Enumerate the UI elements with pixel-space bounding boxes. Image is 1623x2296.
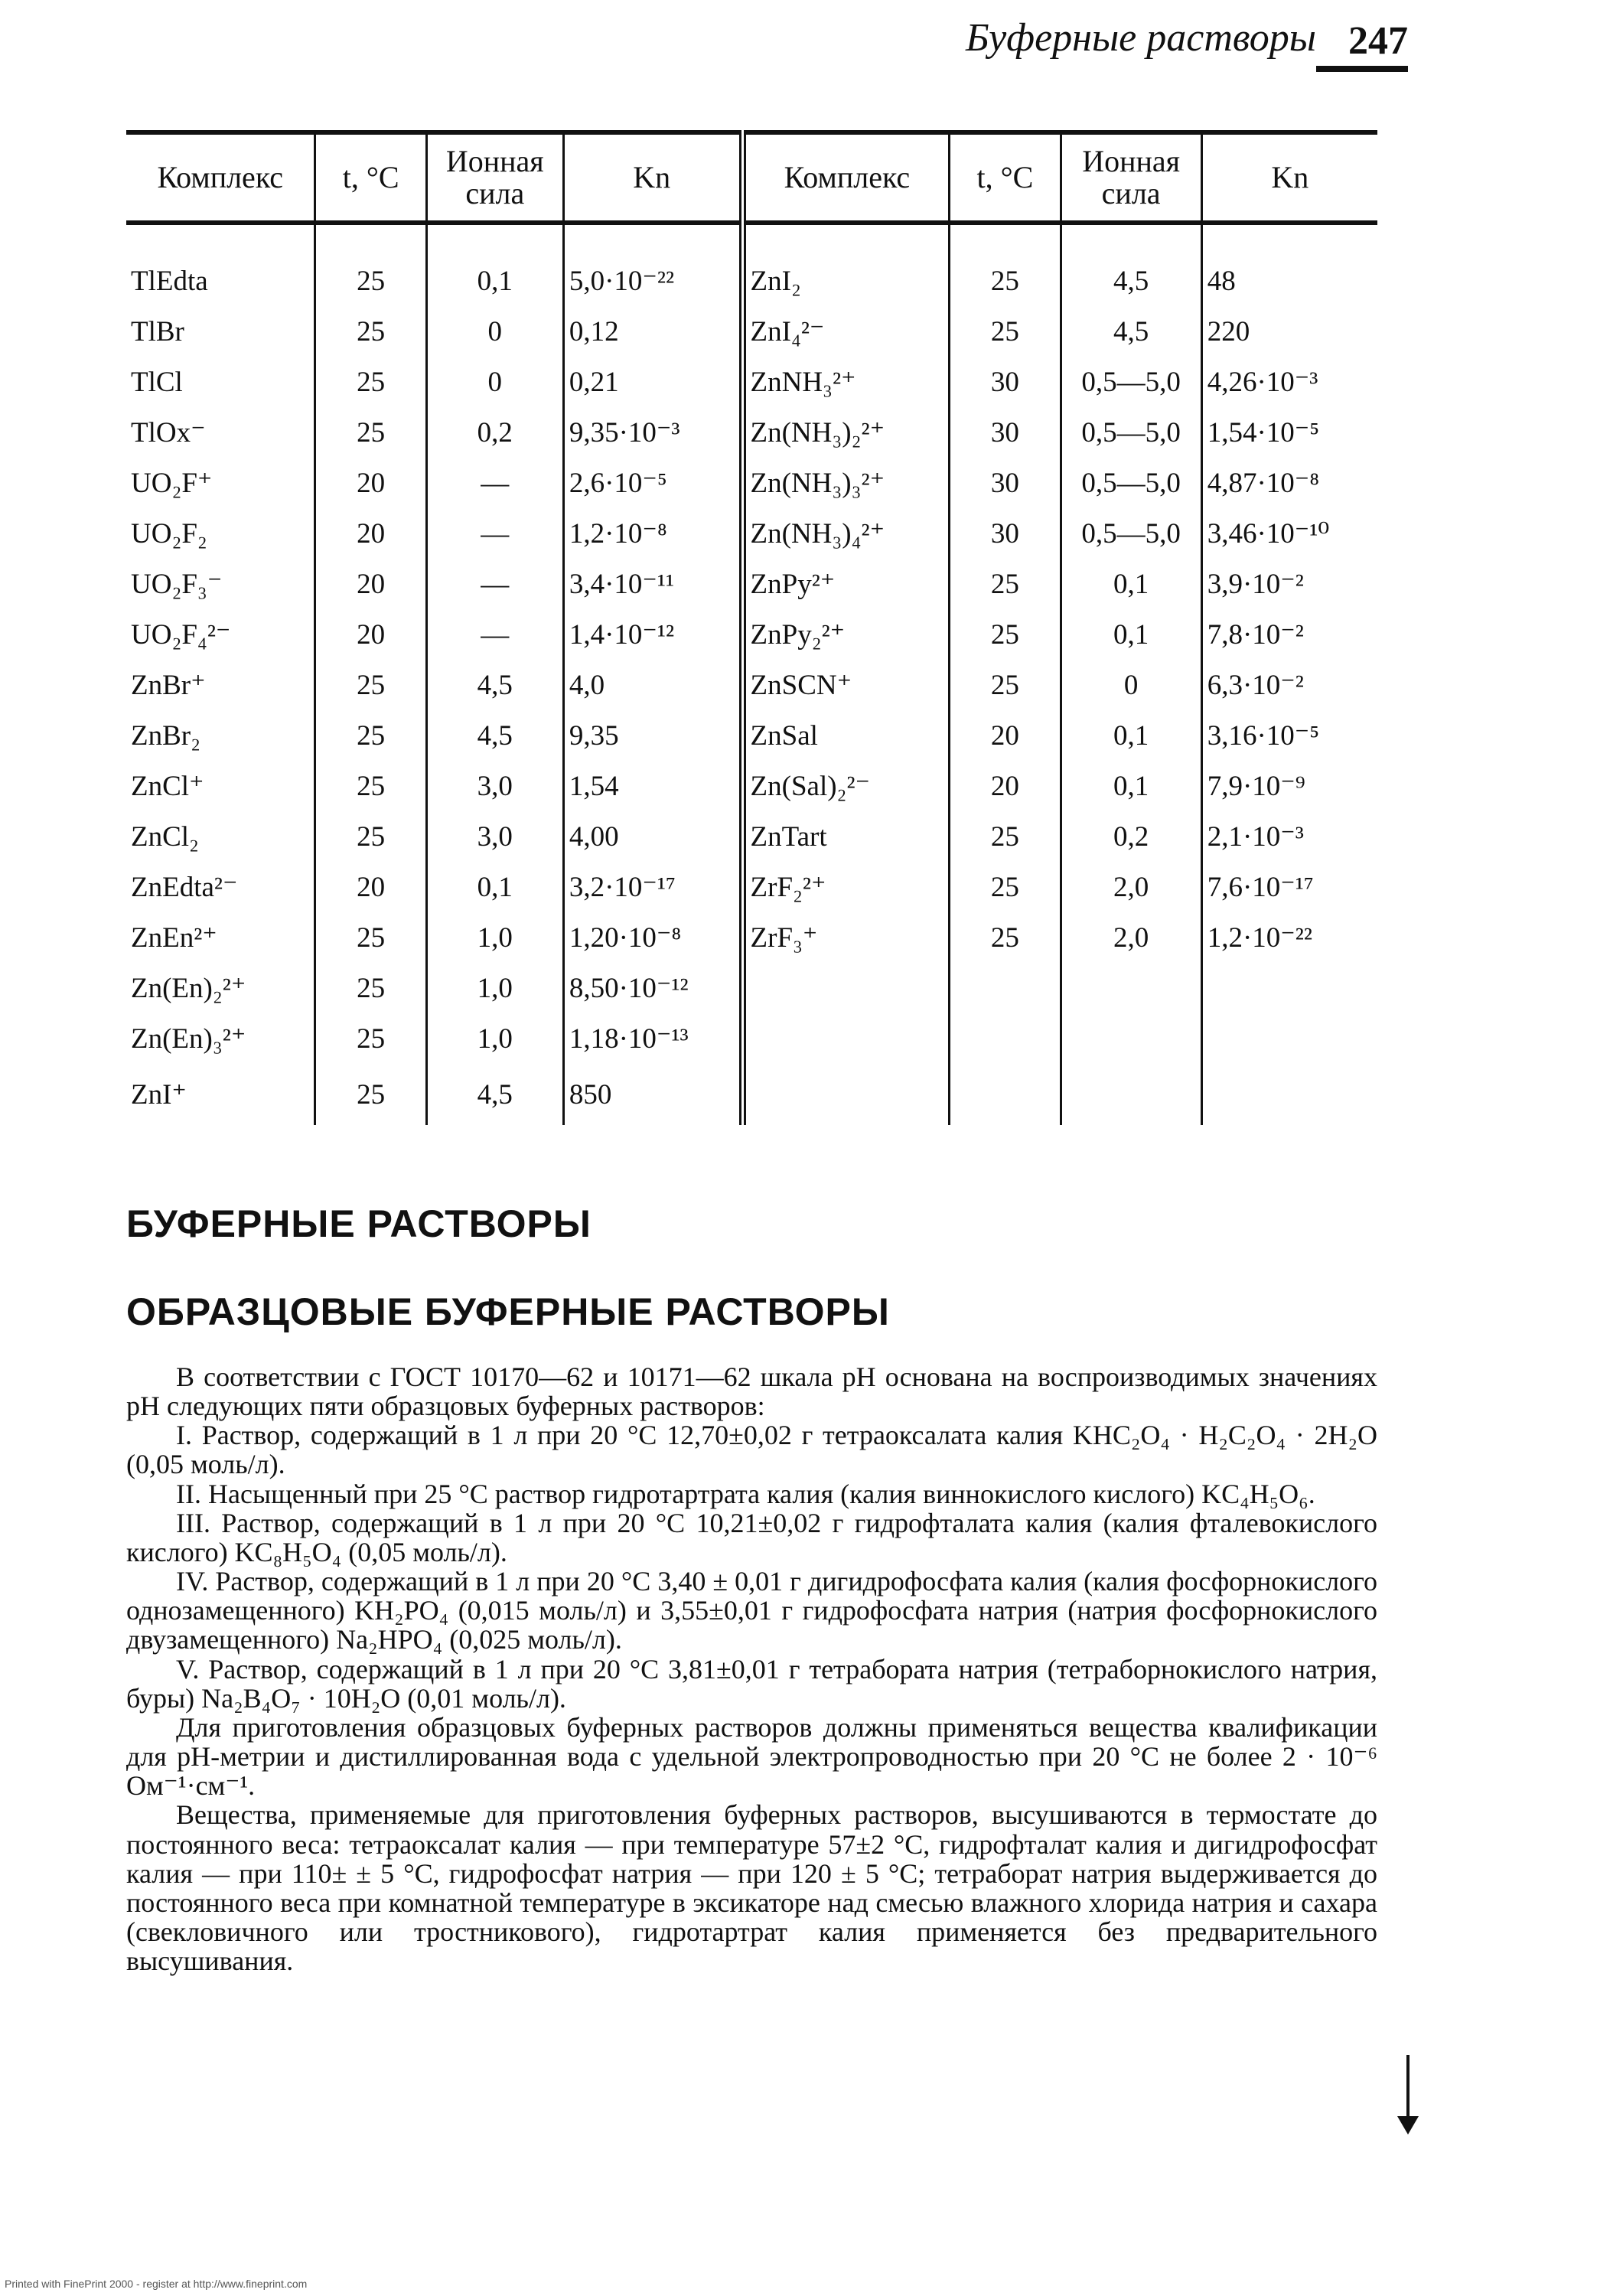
table-row <box>126 1013 1377 1064</box>
right-temperature-cell <box>950 1064 1061 1125</box>
left-ionic-strength-cell: 4,5 <box>426 710 563 761</box>
left-kn-cell: 4,0 <box>563 660 742 710</box>
left-temperature-cell: 25 <box>315 407 426 458</box>
paragraph-solution-4: IV. Раствор, содержащий в 1 л при 20 °С 3,40 ± 0,01 г дигидрофосфата калия (калия фосфорнокислого однозамещенного) KH₂PO₄ (0,015 моль/л) и 3,55±0,01 г гидрофосфата натрия (натрия фосфорнокислого двузамещенного) Na₂HPO₄ (0,025 моль/л). <box>126 1566 1377 1655</box>
right-ionic-strength-cell <box>1061 963 1201 1013</box>
left-temperature-cell: 25 <box>315 811 426 862</box>
right-complex-cell: Zn(NH₃)₄²⁺ <box>742 508 950 559</box>
table-row <box>126 710 1377 761</box>
left-complex-cell: UO₂F₂ <box>126 508 315 559</box>
left-kn-cell: 8,50·10⁻¹² <box>563 963 742 1013</box>
left-kn-cell: 4,00 <box>563 811 742 862</box>
right-kn-cell: 3,16·10⁻⁵ <box>1207 720 1320 752</box>
left-ionic-strength-cell: 3,0 <box>426 811 563 862</box>
left-ionic-strength-cell: 0,1 <box>426 256 563 306</box>
left-ionic-strength-cell: — <box>426 609 563 660</box>
left-ionic-strength-cell: 0,2 <box>426 407 563 458</box>
left-ionic-strength-cell: 1,0 <box>426 1013 563 1064</box>
left-temperature-cell: 25 <box>315 761 426 811</box>
left-ionic-strength-cell: — <box>426 458 563 508</box>
right-temperature-cell: 30 <box>950 407 1061 458</box>
right-complex-cell <box>742 963 950 1013</box>
continuation-arrow-icon <box>1406 2055 1410 2124</box>
right-complex-cell <box>742 1064 950 1125</box>
right-complex-cell: ZnSal <box>742 710 950 761</box>
left-complex-cell: ZnBr₂ <box>126 710 315 761</box>
stability-constants-table <box>126 130 1377 1125</box>
left-complex-cell: ZnI⁺ <box>126 1064 315 1125</box>
table-row <box>126 811 1377 862</box>
right-complex-cell: Zn(NH₃)₂²⁺ <box>742 407 950 458</box>
right-kn-cell: 4,26·10⁻³ <box>1207 367 1318 398</box>
right-ionic-strength-cell: 0,5—5,0 <box>1061 357 1201 407</box>
left-complex-cell: UO₂F₃⁻ <box>126 559 315 609</box>
col-complex-left: Комплекс <box>126 132 315 223</box>
left-temperature-cell: 20 <box>315 609 426 660</box>
left-temperature-cell: 20 <box>315 458 426 508</box>
right-complex-cell: ZnPy₂²⁺ <box>742 609 950 660</box>
right-ionic-strength-cell: 0,1 <box>1061 710 1201 761</box>
left-temperature-cell: 20 <box>315 508 426 559</box>
right-ionic-strength-cell: 0,5—5,0 <box>1061 508 1201 559</box>
right-temperature-cell <box>950 1013 1061 1064</box>
left-kn-cell: 3,2·10⁻¹⁷ <box>563 862 742 912</box>
right-ionic-strength-cell: 4,5 <box>1061 256 1201 306</box>
left-complex-cell: TlEdta <box>126 256 315 306</box>
left-complex-cell: ZnEn²⁺ <box>126 912 315 963</box>
table-row <box>126 407 1377 458</box>
col-temp-left: t, °C <box>315 132 426 223</box>
left-kn-cell: 2,6·10⁻⁵ <box>563 458 742 508</box>
right-complex-cell: Zn(NH₃)₃²⁺ <box>742 458 950 508</box>
right-kn-cell: 1,2·10⁻²² <box>1207 922 1312 954</box>
left-complex-cell: ZnCl₂ <box>126 811 315 862</box>
right-temperature-cell: 25 <box>950 912 1061 963</box>
right-complex-cell: ZnTart <box>742 811 950 862</box>
print-footer: Printed with FinePrint 2000 - register at http://www.fineprint.com <box>5 2278 308 2290</box>
left-ionic-strength-cell: 0 <box>426 306 563 357</box>
right-kn-cell: 220 <box>1207 315 1250 347</box>
left-temperature-cell: 20 <box>315 862 426 912</box>
right-temperature-cell: 25 <box>950 862 1061 912</box>
table-cell <box>126 223 315 256</box>
left-ionic-strength-cell: 1,0 <box>426 912 563 963</box>
right-complex-cell: ZrF₃⁺ <box>742 912 950 963</box>
left-temperature-cell: 25 <box>315 357 426 407</box>
running-title: Буферные растворы <box>966 16 1316 60</box>
right-ionic-strength-cell: 0 <box>1061 660 1201 710</box>
left-temperature-cell: 25 <box>315 660 426 710</box>
right-temperature-cell: 20 <box>950 761 1061 811</box>
left-temperature-cell: 25 <box>315 306 426 357</box>
left-ionic-strength-cell: 0,1 <box>426 862 563 912</box>
right-ionic-strength-cell: 0,5—5,0 <box>1061 407 1201 458</box>
right-ionic-strength-cell: 4,5 <box>1061 306 1201 357</box>
left-kn-cell: 1,54 <box>563 761 742 811</box>
right-complex-cell: ZnPy²⁺ <box>742 559 950 609</box>
table-row <box>126 963 1377 1013</box>
right-temperature-cell: 30 <box>950 458 1061 508</box>
right-kn-cell <box>1201 1064 1377 1125</box>
table-row <box>126 508 1377 559</box>
right-ionic-strength-cell <box>1061 1013 1201 1064</box>
table-cell <box>426 223 563 256</box>
left-temperature-cell: 25 <box>315 710 426 761</box>
left-kn-cell: 3,4·10⁻¹¹ <box>563 559 742 609</box>
right-temperature-cell: 25 <box>950 609 1061 660</box>
table-cell <box>315 223 426 256</box>
left-temperature-cell: 25 <box>315 912 426 963</box>
paragraph-solution-5: V. Раствор, содержащий в 1 л при 20 °С 3,81±0,01 г тетрабората натрия (тетраборнокислого натрия, буры) Na₂B₄O₇ · 10H₂O (0,01 моль/л). <box>126 1653 1377 1714</box>
left-kn-cell: 850 <box>563 1064 742 1125</box>
right-kn-cell: 48 <box>1207 265 1236 297</box>
running-header <box>872 11 1408 72</box>
left-ionic-strength-cell: 3,0 <box>426 761 563 811</box>
left-kn-cell: 1,2·10⁻⁸ <box>563 508 742 559</box>
table-cell <box>1201 223 1377 256</box>
right-complex-cell <box>742 1013 950 1064</box>
right-kn-cell: 3,9·10⁻² <box>1207 569 1304 600</box>
right-kn-cell: 7,8·10⁻² <box>1207 619 1304 651</box>
col-kn-left: Kn <box>563 132 742 223</box>
right-kn-cell: 7,9·10⁻⁹ <box>1207 771 1305 802</box>
left-kn-cell: 0,12 <box>563 306 742 357</box>
left-complex-cell: TlCl <box>126 357 315 407</box>
right-ionic-strength-cell: 0,2 <box>1061 811 1201 862</box>
right-complex-cell: Zn(Sal)₂²⁻ <box>742 761 950 811</box>
right-temperature-cell: 30 <box>950 357 1061 407</box>
right-temperature-cell: 25 <box>950 660 1061 710</box>
left-kn-cell: 1,20·10⁻⁸ <box>563 912 742 963</box>
right-temperature-cell: 25 <box>950 306 1061 357</box>
right-ionic-strength-cell: 2,0 <box>1061 862 1201 912</box>
right-ionic-strength-cell: 0,5—5,0 <box>1061 458 1201 508</box>
right-complex-cell: ZnI₄²⁻ <box>742 306 950 357</box>
section-title: БУФЕРНЫЕ РАСТВОРЫ <box>126 1202 592 1245</box>
col-ionic-right: Ионная сила <box>1061 132 1201 223</box>
left-temperature-cell: 25 <box>315 256 426 306</box>
left-complex-cell: Zn(En)₂²⁺ <box>126 963 315 1013</box>
left-complex-cell: UO₂F⁺ <box>126 458 315 508</box>
col-temp-right: t, °C <box>950 132 1061 223</box>
body-text <box>126 1362 1377 1975</box>
left-temperature-cell: 25 <box>315 1064 426 1125</box>
right-kn-cell: 1,54·10⁻⁵ <box>1207 417 1320 448</box>
table-row <box>126 458 1377 508</box>
right-kn-cell: 3,46·10⁻¹⁰ <box>1207 518 1330 550</box>
table-cell <box>742 223 950 256</box>
left-complex-cell: Zn(En)₃²⁺ <box>126 1013 315 1064</box>
right-ionic-strength-cell: 2,0 <box>1061 912 1201 963</box>
left-ionic-strength-cell: 1,0 <box>426 963 563 1013</box>
table-row <box>126 761 1377 811</box>
table-cell <box>1061 223 1201 256</box>
right-ionic-strength-cell <box>1061 1064 1201 1125</box>
subsection-title: ОБРАЗЦОВЫЕ БУФЕРНЫЕ РАСТВОРЫ <box>126 1290 890 1333</box>
paragraph-solution-3: III. Раствор, содержащий в 1 л при 20 °С 10,21±0,02 г гидрофталата калия (калия фталевокислого кислого) KC₈H₅O₄ (0,05 моль/л). <box>126 1507 1377 1567</box>
left-kn-cell: 9,35 <box>563 710 742 761</box>
table-row <box>126 660 1377 710</box>
paragraph-solution-2: II. Насыщенный при 25 °С раствор гидротартрата калия (калия виннокислого кислого) KC₄H₅O₆. <box>176 1478 1315 1509</box>
left-complex-cell: TlOx⁻ <box>126 407 315 458</box>
table-row <box>126 559 1377 609</box>
table-cell <box>563 223 742 256</box>
right-kn-cell <box>1201 963 1377 1013</box>
right-ionic-strength-cell: 0,1 <box>1061 761 1201 811</box>
col-kn-right: Kn <box>1201 132 1377 223</box>
right-complex-cell: ZnNH₃²⁺ <box>742 357 950 407</box>
header-rule <box>1316 66 1408 72</box>
left-temperature-cell: 25 <box>315 1013 426 1064</box>
col-complex-right: Комплекс <box>742 132 950 223</box>
right-kn-cell: 2,1·10⁻³ <box>1207 821 1304 853</box>
page-number: 247 <box>1348 19 1408 63</box>
left-complex-cell: ZnCl⁺ <box>126 761 315 811</box>
paragraph-drying: Вещества, применяемые для приготовления буферных растворов, высушиваются в термостате до постоянного веса: тетраоксалат калия — при температуре 57±2 °С, гидрофталат калия и дигидрофосфат калия — при 110± ± 5 °С, гидрофосфат натрия — при 120 ± 5 °С; тетраборат натрия выдерживается до постоянного веса при комнатной температуре в эксикаторе над смесью влажного хлорида натрия и сахара (свекловичного или тростникового), гидротартрат калия применяется без предварительного высушивания. <box>126 1799 1377 1977</box>
table-row <box>126 862 1377 912</box>
left-complex-cell: ZnBr⁺ <box>126 660 315 710</box>
right-complex-cell: ZnI₂ <box>742 256 950 306</box>
col-ionic-left: Ионная сила <box>426 132 563 223</box>
left-ionic-strength-cell: 4,5 <box>426 660 563 710</box>
right-temperature-cell: 25 <box>950 559 1061 609</box>
left-complex-cell: ZnEdta²⁻ <box>126 862 315 912</box>
table-row <box>126 306 1377 357</box>
table-cell <box>950 223 1061 256</box>
right-temperature-cell <box>950 963 1061 1013</box>
table-header-row <box>126 132 1377 223</box>
right-temperature-cell: 25 <box>950 256 1061 306</box>
right-complex-cell: ZnSCN⁺ <box>742 660 950 710</box>
left-ionic-strength-cell: — <box>426 508 563 559</box>
left-ionic-strength-cell: — <box>426 559 563 609</box>
right-ionic-strength-cell: 0,1 <box>1061 559 1201 609</box>
left-temperature-cell: 25 <box>315 963 426 1013</box>
right-temperature-cell: 30 <box>950 508 1061 559</box>
paragraph-intro: В соответствии с ГОСТ 10170—62 и 10171—62 шкала pH основана на воспроизводимых значениях pH следующих пяти образцовых буферных растворов: <box>126 1362 1377 1422</box>
table-body <box>126 223 1377 1125</box>
left-complex-cell: UO₂F₄²⁻ <box>126 609 315 660</box>
right-temperature-cell: 20 <box>950 710 1061 761</box>
left-kn-cell: 1,18·10⁻¹³ <box>563 1013 742 1064</box>
right-kn-cell: 4,87·10⁻⁸ <box>1207 468 1320 499</box>
table-row <box>126 912 1377 963</box>
left-complex-cell: TlBr <box>126 306 315 357</box>
table-row <box>126 609 1377 660</box>
right-kn-cell <box>1201 1013 1377 1064</box>
left-ionic-strength-cell: 0 <box>426 357 563 407</box>
paragraph-solution-1: I. Раствор, содержащий в 1 л при 20 °С 12,70±0,02 г тетраоксалата калия KHC₂O₄ · H₂C₂O₄ · 2H₂O (0,05 моль/л). <box>126 1420 1377 1480</box>
table-row <box>126 256 1377 306</box>
table-row <box>126 1064 1377 1125</box>
right-ionic-strength-cell: 0,1 <box>1061 609 1201 660</box>
table-spacer-row <box>126 223 1377 256</box>
left-ionic-strength-cell: 4,5 <box>426 1064 563 1125</box>
right-kn-cell: 7,6·10⁻¹⁷ <box>1207 872 1314 903</box>
right-complex-cell: ZrF₂²⁺ <box>742 862 950 912</box>
table-row <box>126 357 1377 407</box>
arrow-down-icon <box>1397 2116 1419 2135</box>
left-kn-cell: 1,4·10⁻¹² <box>563 609 742 660</box>
left-temperature-cell: 20 <box>315 559 426 609</box>
left-kn-cell: 0,21 <box>563 357 742 407</box>
paragraph-preparation: Для приготовления образцовых буферных растворов должны применяться вещества квалификации для pH-метрии и дистиллированная вода с удельной электропроводностью при 20 °С не более 2 · 10⁻⁶ Ом⁻¹·см⁻¹. <box>126 1711 1377 1802</box>
right-kn-cell: 6,3·10⁻² <box>1207 670 1304 701</box>
right-temperature-cell: 25 <box>950 811 1061 862</box>
left-kn-cell: 9,35·10⁻³ <box>563 407 742 458</box>
left-kn-cell: 5,0·10⁻²² <box>563 256 742 306</box>
